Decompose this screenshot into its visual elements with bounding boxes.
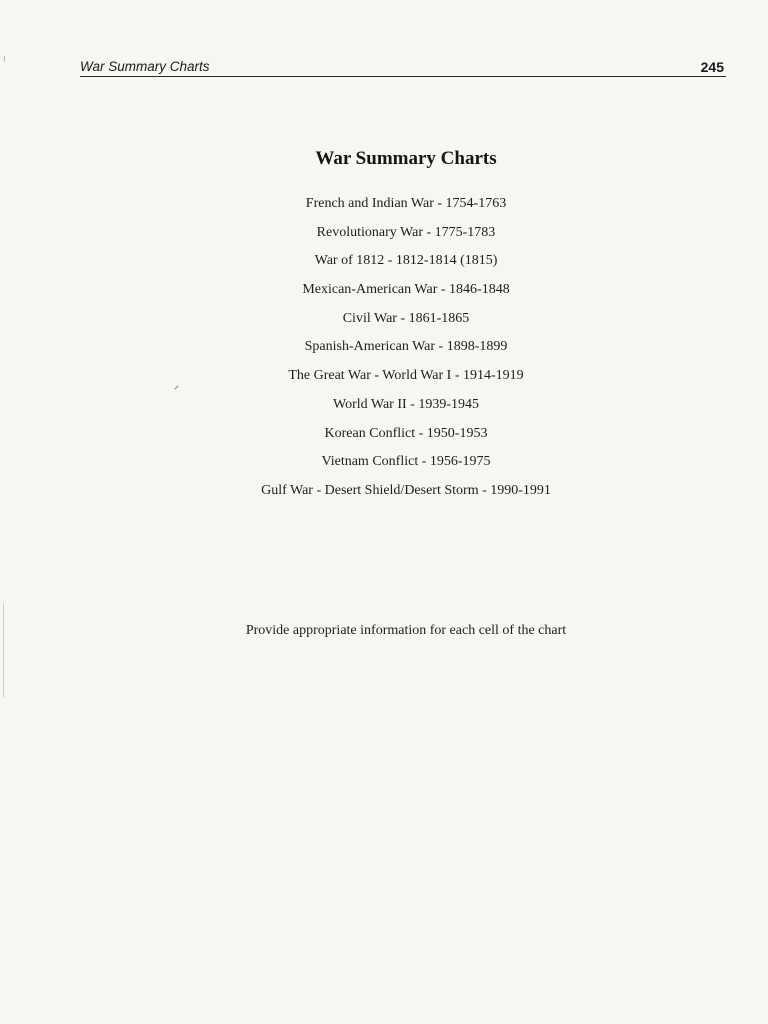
list-item-gulf-war: Gulf War - Desert Shield/Desert Storm - 1990-1991 xyxy=(261,482,551,498)
scan-speck xyxy=(3,603,4,698)
list-item-french-indian-war: French and Indian War - 1754-1763 xyxy=(305,196,507,211)
instruction-text: Provide appropriate information for each cell of the chart xyxy=(245,623,567,638)
list-item-world-war-one: The Great War - World War I - 1914-1919 xyxy=(288,368,524,384)
list-item-world-war-two: World War II - 1939-1945 xyxy=(332,396,479,412)
list-item-korean-conflict: Korean Conflict - 1950-1953 xyxy=(324,425,488,441)
list-item-vietnam-conflict: Vietnam Conflict - 1956-1975 xyxy=(321,454,491,470)
page-number: 245 xyxy=(700,59,724,75)
war-list xyxy=(0,194,768,510)
list-item-mexican-american-war: Mexican-American War - 1846-1848 xyxy=(302,282,510,298)
running-header xyxy=(80,59,726,77)
list-item-revolutionary-war: Revolutionary War - 1775-1783 xyxy=(316,224,496,240)
scan-speck xyxy=(4,56,5,62)
list-item-spanish-american-war: Spanish-American War - 1898-1899 xyxy=(304,339,508,355)
running-header-title: War Summary Charts xyxy=(80,59,210,74)
list-item-war-of-1812: War of 1812 - 1812-1814 (1815) xyxy=(314,253,498,269)
list-item-civil-war: Civil War - 1861-1865 xyxy=(342,310,470,326)
page-title: War Summary Charts xyxy=(315,148,497,169)
